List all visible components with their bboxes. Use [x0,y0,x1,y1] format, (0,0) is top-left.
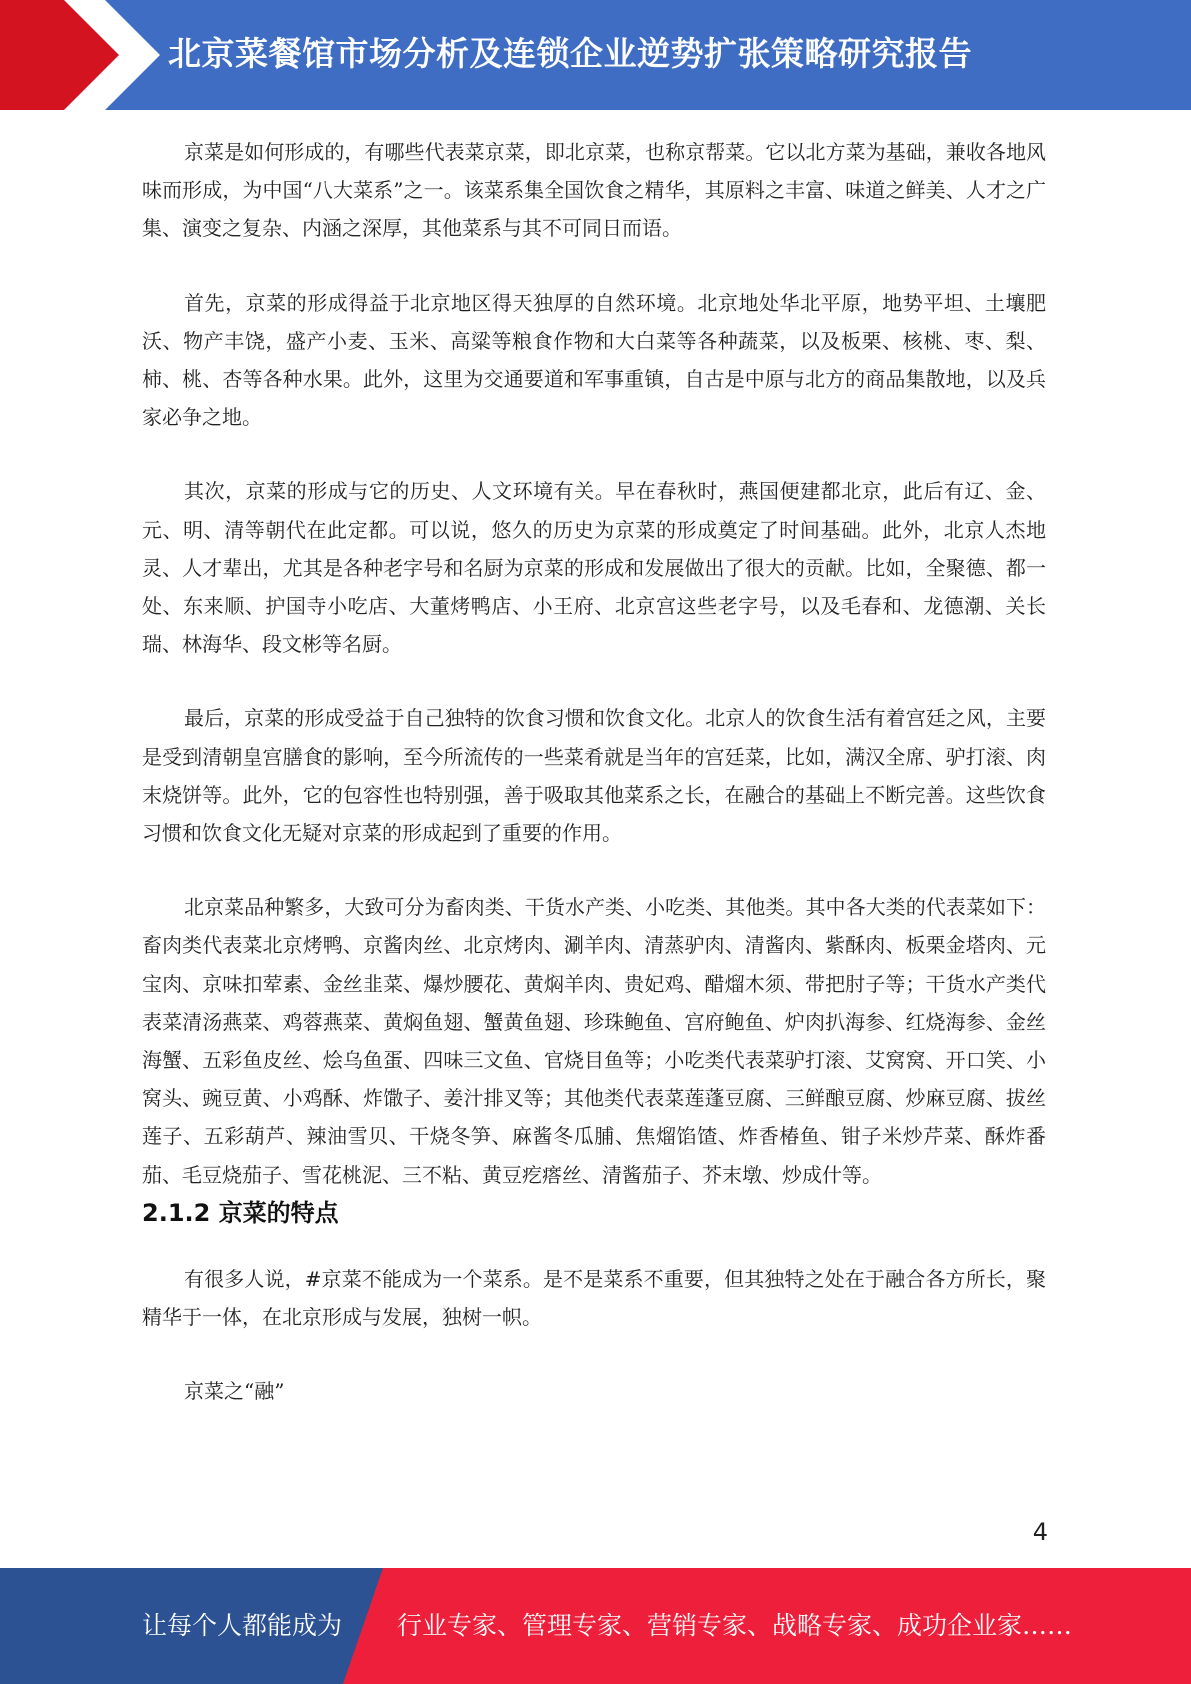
document-body [142,133,1046,1446]
paragraph-fusion-subheading: 京菜之“融” [184,1379,285,1404]
paragraph-characteristics: 有很多人说，#京菜不能成为一个菜系。是不是菜系不重要，但其独特之处在于融合各方所长，聚精华于一体，在北京形成与发展，独树一帜。 [142,1266,1046,1330]
page-number: 4 [1032,1518,1048,1546]
paragraph-environment: 首先，京菜的形成得益于北京地区得天独厚的自然环境。北京地处华北平原，地势平坦、土壤肥沃、物产丰饶，盛产小麦、玉米、高粱等粮食作物和大白菜等各种蔬菜，以及板栗、核桃、枣、梨、柿、桃、杏等各种水果。此外，这里为交通要道和军事重镇，自古是中原与北方的商品集散地，以及兵家必争之地。 [142,290,1046,430]
paragraph-dish-categories: 北京菜品种繁多，大致可分为畜肉类、干货水产类、小吃类、其他类。其中各大类的代表菜如下：畜肉类代表菜北京烤鸭、京酱肉丝、北京烤肉、涮羊肉、清蒸驴肉、清酱肉、紫酥肉、板栗金塔肉、元宝肉、京味扣荤素、金丝韭菜、爆炒腰花、黄焖羊肉、贵妃鸡、醋熘木须、带把肘子等；干货水产类代表菜清汤燕菜、鸡蓉燕菜、黄焖鱼翅、蟹黄鱼翅、珍珠鲍鱼、宫府鲍鱼、炉肉扒海参、红烧海参、金丝海蟹、五彩鱼皮丝、烩乌鱼蛋、四味三文鱼、官烧目鱼等；小吃类代表菜驴打滚、艾窝窝、开口笑、小窝头、豌豆黄、小鸡酥、炸馓子、姜汁排叉等；其他类代表菜莲蓬豆腐、三鲜酿豆腐、炒麻豆腐、拔丝莲子、五彩葫芦、辣油雪贝、干烧冬笋、麻酱冬瓜脯、焦熘馅馇、炸香椿鱼、钳子米炒芹菜、酥炸番茄、毛豆烧茄子、雪花桃泥、三不粘、黄豆疙瘩丝、清酱茄子、芥末墩、炒成什等。 [142,895,1046,1187]
paragraph-intro: 京菜是如何形成的，有哪些代表菜京菜，即北京菜，也称京帮菜。它以北方菜为基础，兼收各地风味而形成，为中国“八大菜系”之一。该菜系集全国饮食之精华，其原料之丰富、味道之鲜美、人才之广集、演变之复杂、内涵之深厚，其他菜系与其不可同日而语。 [142,140,1046,241]
paragraph-culture: 最后，京菜的形成受益于自己独特的饮食习惯和饮食文化。北京人的饮食生活有着宫廷之风，主要是受到清朝皇宫膳食的影响，至今所流传的一些菜肴就是当年的宫廷菜，比如，满汉全席、驴打滚、肉末烧饼等。此外，它的包容性也特别强，善于吸取其他菜系之长，在融合的基础上不断完善。这些饮食习惯和饮食文化无疑对京菜的形成起到了重要的作用。 [142,706,1046,846]
paragraph-history: 其次，京菜的形成与它的历史、人文环境有关。早在春秋时，燕国便建都北京，此后有辽、金、元、明、清等朝代在此定都。可以说，悠久的历史为京菜的形成奠定了时间基础。此外，北京人杰地灵、人才辈出，尤其是各种老字号和名厨为京菜的形成和发展做出了很大的贡献。比如，全聚德、都一处、东来顺、护国寺小吃店、大董烤鸭店、小王府、北京宫这些老字号，以及毛春和、龙德潮、关长瑞、林海华、段文彬等名厨。 [142,479,1046,657]
report-title: 北京菜餐馆市场分析及连锁企业逆势扩张策略研究报告 [168,34,972,73]
footer-slogan-left: 让每个人都能成为 [142,1611,343,1640]
header-banner [0,0,1191,110]
footer-banner [0,1568,1191,1684]
footer-slogan-right: 行业专家、管理专家、营销专家、战略专家、成功企业家…… [397,1611,1073,1640]
section-heading: 2.1.2 京菜的特点 [142,1198,339,1227]
